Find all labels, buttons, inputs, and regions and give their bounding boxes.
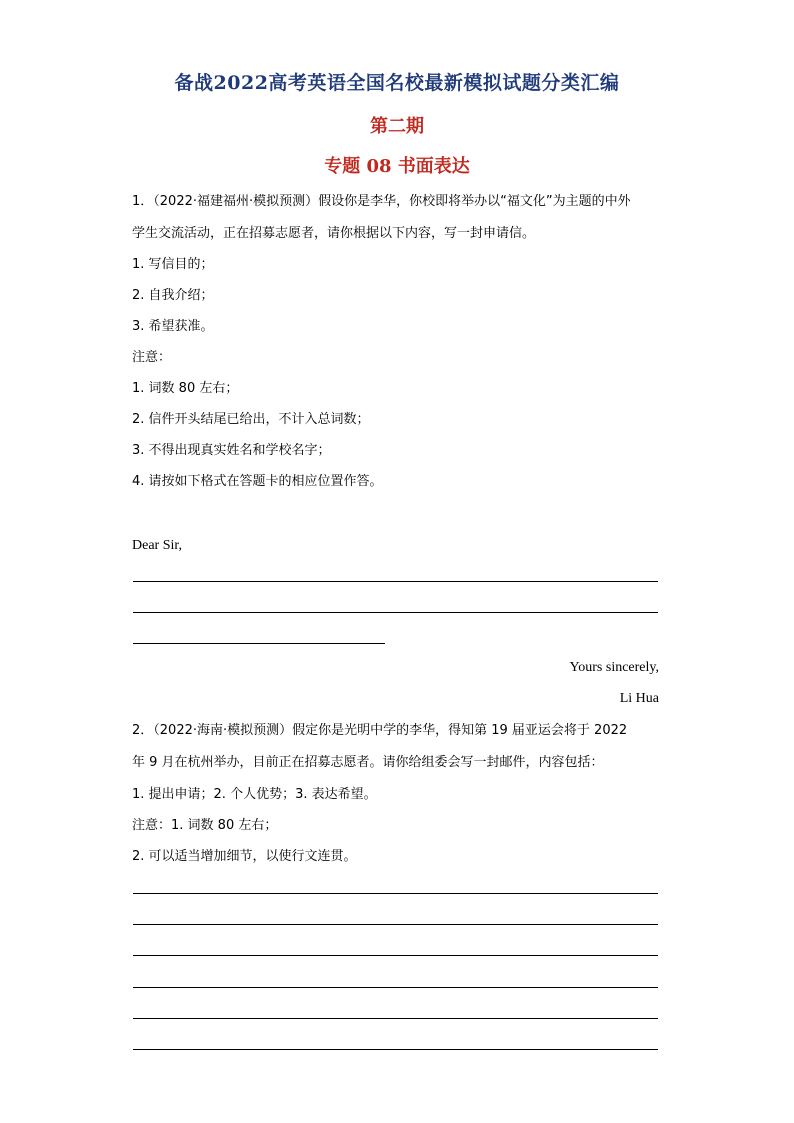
q1-prompt-line-2: 学生交流活动，正在招募志愿者，请你根据以下内容，写一封申请信。 (132, 226, 536, 241)
q1-note-1: 1. 词数 80 左右； (132, 381, 239, 396)
q1-answer-line (133, 643, 385, 644)
q2-prompt-line-2: 年 9 月在杭州举办，目前正在招募志愿者。请你给组委会写一封邮件，内容包括： (132, 755, 604, 770)
q2-prompt-line-1: 2．（2022·海南·模拟预测）假定你是光明中学的李华，得知第 19 届亚运会将于 2022 (132, 723, 628, 738)
q1-note-4: 4. 请按如下格式在答题卡的相应位置作答。 (132, 474, 383, 489)
document-period: 第二期 (370, 116, 424, 137)
q1-note-2: 2. 信件开头结尾已给出，不计入总词数； (132, 412, 370, 427)
q2-note-2: 2. 可以适当增加细节，以使行文连贯。 (132, 849, 357, 864)
q1-answer-line (133, 612, 658, 613)
q1-point-1: 1. 写信目的； (132, 257, 214, 272)
q1-point-3: 3. 希望获准。 (132, 319, 214, 334)
document-topic: 专题 08 书面表达 (324, 156, 470, 177)
q1-prompt-line-1: 1．（2022·福建福州·模拟预测）假设你是李华，你校即将举办以“福文化”为主题的中外 (132, 194, 631, 209)
q1-point-2: 2. 自我介绍； (132, 288, 214, 303)
q2-answer-line (133, 955, 658, 956)
q2-answer-line (133, 1018, 658, 1019)
q1-note-label: 注意： (132, 350, 172, 365)
document-title: 备战2022高考英语全国名校最新模拟试题分类汇编 (174, 72, 620, 94)
q1-answer-line (133, 581, 658, 582)
q1-closing: Yours sincerely, (569, 660, 659, 675)
q1-salutation: Dear Sir, (132, 538, 182, 553)
q1-note-3: 3. 不得出现真实姓名和学校名字； (132, 443, 331, 458)
q2-note-1: 注意：1. 词数 80 左右； (132, 818, 278, 833)
q2-content-points: 1. 提出申请；2. 个人优势；3. 表达希望。 (132, 787, 377, 802)
q2-answer-line (133, 987, 658, 988)
q2-answer-line (133, 893, 658, 894)
q1-signature: Li Hua (619, 691, 659, 706)
q2-answer-line (133, 1049, 658, 1050)
q2-answer-line (133, 924, 658, 925)
